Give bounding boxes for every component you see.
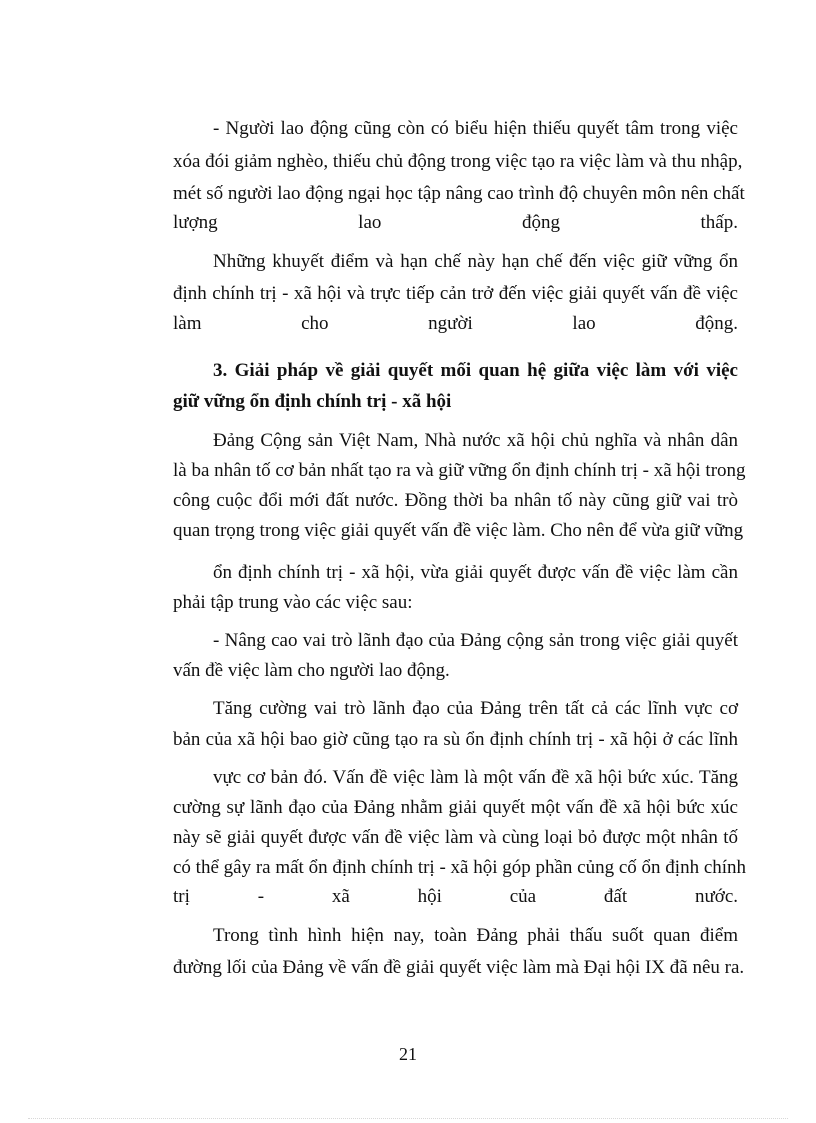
paragraph-line: - Người lao động cũng còn có biểu hiện thiếu quyết tâm trong việc xyxy=(213,118,738,139)
paragraph-line: này sẽ giải quyết được vấn đề việc làm và cùng loại bỏ được một nhân tố xyxy=(173,827,738,848)
paragraph-line: xóa đói giảm nghèo, thiếu chủ động trong việc tạo ra việc làm và thu nhập, xyxy=(173,151,743,172)
paragraph-line: bản của xã hội bao giờ cũng tạo ra sù ổn định chính trị - xã hội ở các lĩnh xyxy=(173,729,738,750)
paragraph-line: ổn định chính trị - xã hội, vừa giải quyết được vấn đề việc làm cần xyxy=(213,562,738,583)
paragraph-line: lượng lao động thấp. xyxy=(173,212,738,233)
paragraph-line: cường sự lãnh đạo của Đảng nhằm giải quyết một vấn đề xã hội bức xúc xyxy=(173,797,738,818)
paragraph-line: trị - xã hội của đất nước. xyxy=(173,886,738,907)
paragraph-line: - Nâng cao vai trò lãnh đạo của Đảng cộng sản trong việc giải quyết xyxy=(213,630,738,651)
paragraph-line: công cuộc đổi mới đất nước. Đồng thời ba nhân tố này cũng giữ vai trò xyxy=(173,490,738,511)
paragraph-line: định chính trị - xã hội và trực tiếp cản trở đến việc giải quyết vấn đề việc xyxy=(173,283,738,304)
section-heading: 3. Giải pháp về giải quyết mối quan hệ giữa việc làm với việc xyxy=(213,360,738,381)
paragraph-line: Tăng cường vai trò lãnh đạo của Đảng trên tất cả các lĩnh vực cơ xyxy=(213,698,738,719)
section-heading: giữ vững ổn định chính trị - xã hội xyxy=(173,391,452,412)
page-number: 21 xyxy=(399,1044,417,1064)
paragraph-line: làm cho người lao động. xyxy=(173,313,738,334)
paragraph-line: vấn đề việc làm cho người lao động. xyxy=(173,660,450,681)
paragraph-line: Đảng Cộng sản Việt Nam, Nhà nước xã hội chủ nghĩa và nhân dân xyxy=(213,430,738,451)
paragraph-line: là ba nhân tố cơ bản nhất tạo ra và giữ vững ổn định chính trị - xã hội trong xyxy=(173,460,746,481)
paragraph-line: Trong tình hình hiện nay, toàn Đảng phải thấu suốt quan điểm xyxy=(213,925,738,946)
paragraph-line: đường lối của Đảng về vấn đề giải quyết việc làm mà Đại hội IX đã nêu ra. xyxy=(173,957,745,978)
paragraph-line: vực cơ bản đó. Vấn đề việc làm là một vấn đề xã hội bức xúc. Tăng xyxy=(213,767,738,788)
paragraph-line: Những khuyết điểm và hạn chế này hạn chế đến việc giữ vững ổn xyxy=(213,251,738,272)
paragraph-line: quan trọng trong việc giải quyết vấn đề việc làm. Cho nên để vừa giữ vững xyxy=(173,520,744,541)
page-bottom-divider xyxy=(28,1118,788,1119)
paragraph-line: mét số người lao động ngại học tập nâng cao trình độ chuyên môn nên chất xyxy=(173,183,745,204)
paragraph-line: phải tập trung vào các việc sau: xyxy=(173,592,413,613)
paragraph-line: có thể gây ra mất ổn định chính trị - xã hội góp phần củng cố ổn định chính xyxy=(173,857,747,878)
